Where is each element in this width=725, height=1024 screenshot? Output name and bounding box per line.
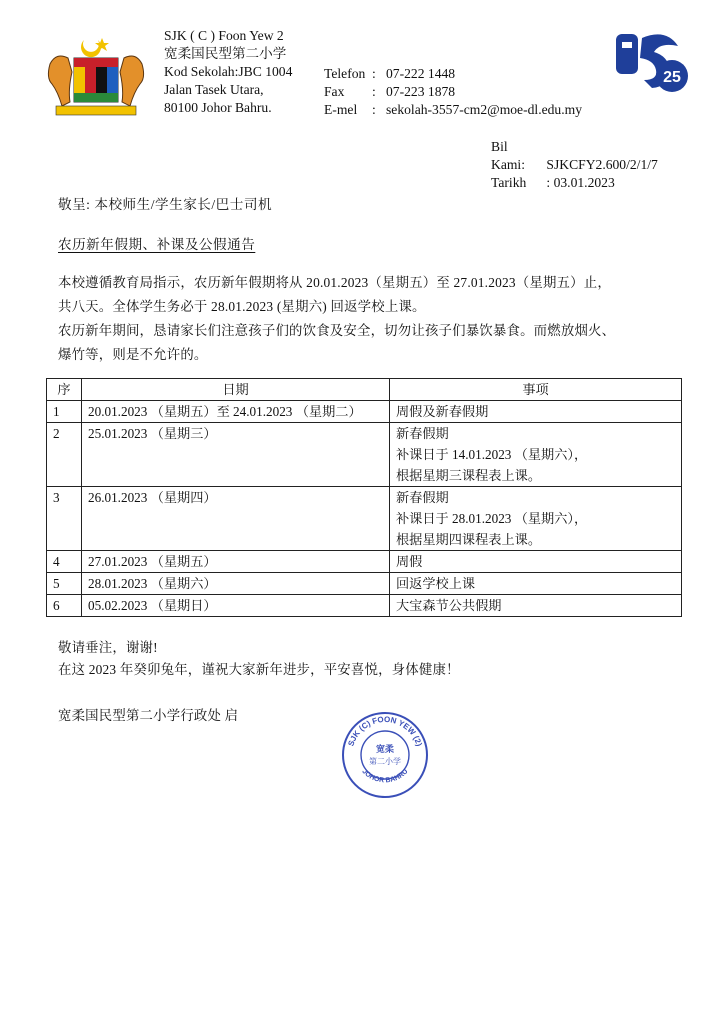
reference-number: Bil Kami: SJKCFY2.600/2/1/7 — [491, 139, 658, 172]
svg-text:SJK (C) FOON YEW (2): SJK (C) FOON YEW (2) — [346, 714, 424, 748]
table-row: 2 25.01.2023 （星期三） 新春假期 补课日于 14.01.2023 （星期六）， 根据星期三课程表上课。 — [47, 423, 682, 487]
closing-line: 敬请垂注，谢谢! — [58, 640, 158, 655]
signoff: 宽柔国民型第二小学行政处 启 — [58, 708, 239, 723]
table-row: 5 28.01.2023 （星期六） 回返学校上课 — [47, 573, 682, 595]
svg-text:宽柔: 宽柔 — [375, 745, 395, 755]
reference-block — [491, 138, 658, 192]
body-line: 农历新年期间，恳请家长们注意孩子们的饮食及安全，切勿让孩子们暴饮暴食。而燃放烟火、 — [58, 323, 616, 338]
table-row: 6 05.02.2023 （星期日） 大宝森节公共假期 — [47, 595, 682, 617]
closing — [58, 637, 460, 681]
body-line: 本校遵循教育局指示，农历新年假期将从 20.01.2023（星期五）至 27.01.2023（星期五）止， — [58, 275, 611, 290]
closing-line: 在这 2023 年癸卯兔年，谨祝大家新年进步，平安喜悦，身体健康！ — [58, 662, 460, 677]
notice-body — [58, 271, 688, 367]
contact-fax: Fax : 07-223 1878 — [324, 84, 456, 99]
school-stamp — [340, 710, 430, 800]
svg-text:第二小学: 第二小学 — [369, 757, 401, 766]
table-header-row — [47, 379, 682, 401]
state-crest-logo — [42, 34, 150, 120]
school-name-cn: 宽柔国民型第二小学 — [164, 46, 287, 61]
svg-text:25: 25 — [663, 69, 681, 86]
address-line-1: Jalan Tasek Utara, — [164, 82, 264, 97]
school-name-en: SJK ( C ) Foon Yew 2 — [164, 28, 284, 43]
header-no: 序 — [47, 379, 82, 401]
body-line: 共八天。全体学生务必于 28.01.2023 (星期六) 回返学校上课。 — [58, 299, 426, 314]
school-info — [164, 27, 292, 117]
address-line-2: 80100 Johor Bahru. — [164, 100, 272, 115]
reference-date: Tarikh : 03.01.2023 — [491, 175, 615, 190]
notice-title: 农历新年假期、补课及公假通告 — [58, 237, 256, 252]
ts25-program-logo — [612, 28, 698, 110]
contact-info — [324, 65, 582, 119]
header-item: 事项 — [390, 379, 682, 401]
holiday-schedule-table — [46, 378, 682, 617]
header-date: 日期 — [82, 379, 390, 401]
salutation: 敬呈: 本校师生/学生家长/巴士司机 — [58, 197, 273, 212]
table-row: 4 27.01.2023 （星期五） 周假 — [47, 551, 682, 573]
body-line: 爆竹等，则是不允许的。 — [58, 347, 208, 362]
table-row: 3 26.01.2023 （星期四） 新春假期 补课日于 28.01.2023 （星期六）， 根据星期四课程表上课。 — [47, 487, 682, 551]
svg-text:JOHOR BAHRU: JOHOR BAHRU — [360, 768, 410, 785]
contact-email: E-mel : sekolah-3557-cm2@moe-dl.edu.my — [324, 102, 582, 117]
table-row: 1 20.01.2023 （星期五）至 24.01.2023 （星期二） 周假及新春假期 — [47, 401, 682, 423]
contact-telefon: Telefon : 07-222 1448 — [324, 66, 456, 81]
school-code: Kod Sekolah:JBC 1004 — [164, 64, 293, 79]
